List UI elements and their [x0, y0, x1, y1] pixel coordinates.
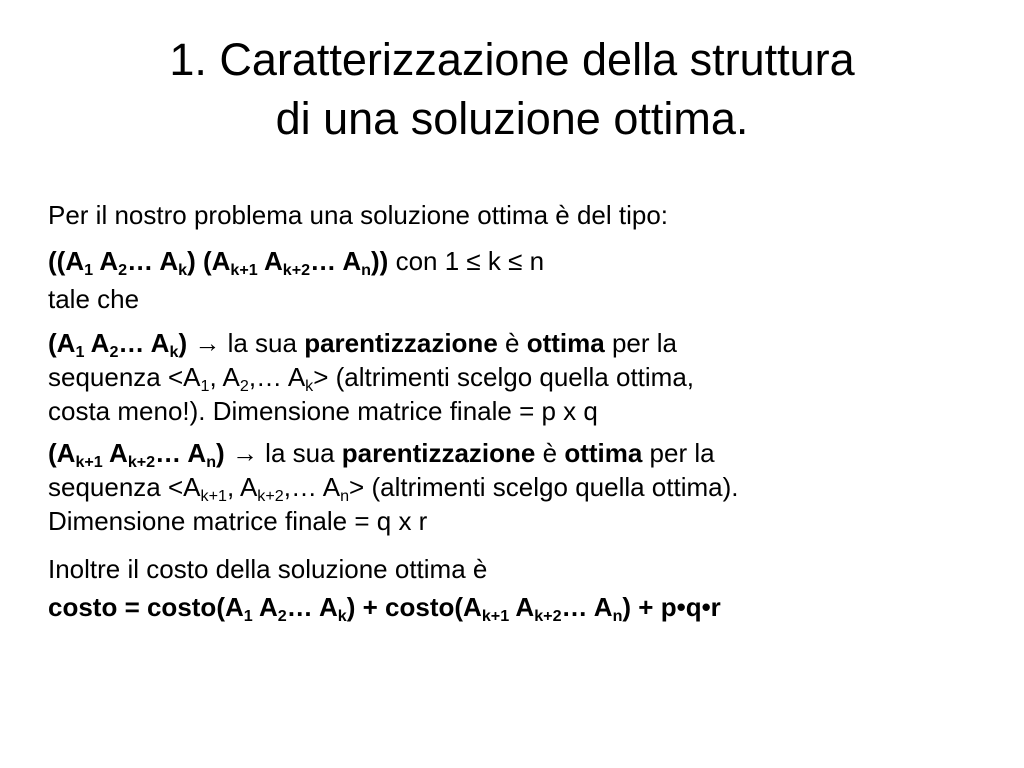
- slide-title: [40, 30, 984, 148]
- solution-form-expr: (($A_1$ $A_2\dots$ $A_k$) ($A_{k+1}$ $A_{k+2}\dots$ $A_n$)): [48, 246, 389, 280]
- first-part-parentizzazione: parentizzazione: [304, 328, 498, 358]
- cost-formula: costo = $costo(A_1$ $A_2\dots$ $A_k$) + $costo(A_{k+1}$ $A_{k+2}\dots$ $A_n$) + p•q•r: [48, 592, 721, 626]
- title-line-2: di una soluzione ottima.: [275, 93, 749, 144]
- second-part-paragraph: [48, 436, 988, 538]
- slide-body: [48, 196, 988, 626]
- first-part-dimension-line: costa meno!). Dimensione matrice finale = p x q: [48, 396, 598, 426]
- inoltre-text: Inoltre il costo della soluzione ottima è: [48, 554, 488, 584]
- first-part-e: è: [505, 328, 520, 358]
- second-part-parentizzazione: parentizzazione: [341, 438, 536, 468]
- second-part-arrow-text: → la sua: [231, 438, 335, 468]
- title-line-1: 1. Caratterizzazione della struttura: [169, 34, 855, 85]
- second-part-e: è: [542, 438, 558, 468]
- first-part-arrow-text: → la sua: [194, 328, 297, 358]
- second-part-per-la: per la: [649, 438, 715, 468]
- solution-form: [48, 242, 988, 280]
- second-part-dimension-line: Dimensione matrice finale = q x r: [48, 506, 428, 536]
- first-part-per-la: per la: [611, 328, 677, 358]
- first-part-ottima: ottima: [526, 328, 605, 358]
- first-part-expr: ($A_1$ $A_2\dots$ $A_k$): [48, 328, 188, 362]
- tale-che-text: tale che: [48, 284, 140, 314]
- intro-text: Per il nostro problema una soluzione ottima è del tipo:: [48, 200, 669, 230]
- first-part-paragraph: [48, 326, 988, 428]
- first-part-sequence-line: sequenza $<A_1$, $A_2,\dots$ $A_k>$ (altrimenti scelgo quella ottima,: [48, 362, 695, 396]
- solution-form-condition: con 1 ≤ k ≤ n: [395, 246, 545, 276]
- second-part-expr: ($A_{k+1}$ $A_{k+2}\dots$ $A_n$): [48, 438, 225, 472]
- second-part-sequence-line: sequenza $<A_{k+1}$, $A_{k+2},\dots$ $A_n>$ (altrimenti scelgo quella ottima).: [48, 472, 739, 506]
- second-part-ottima: ottima: [564, 438, 643, 468]
